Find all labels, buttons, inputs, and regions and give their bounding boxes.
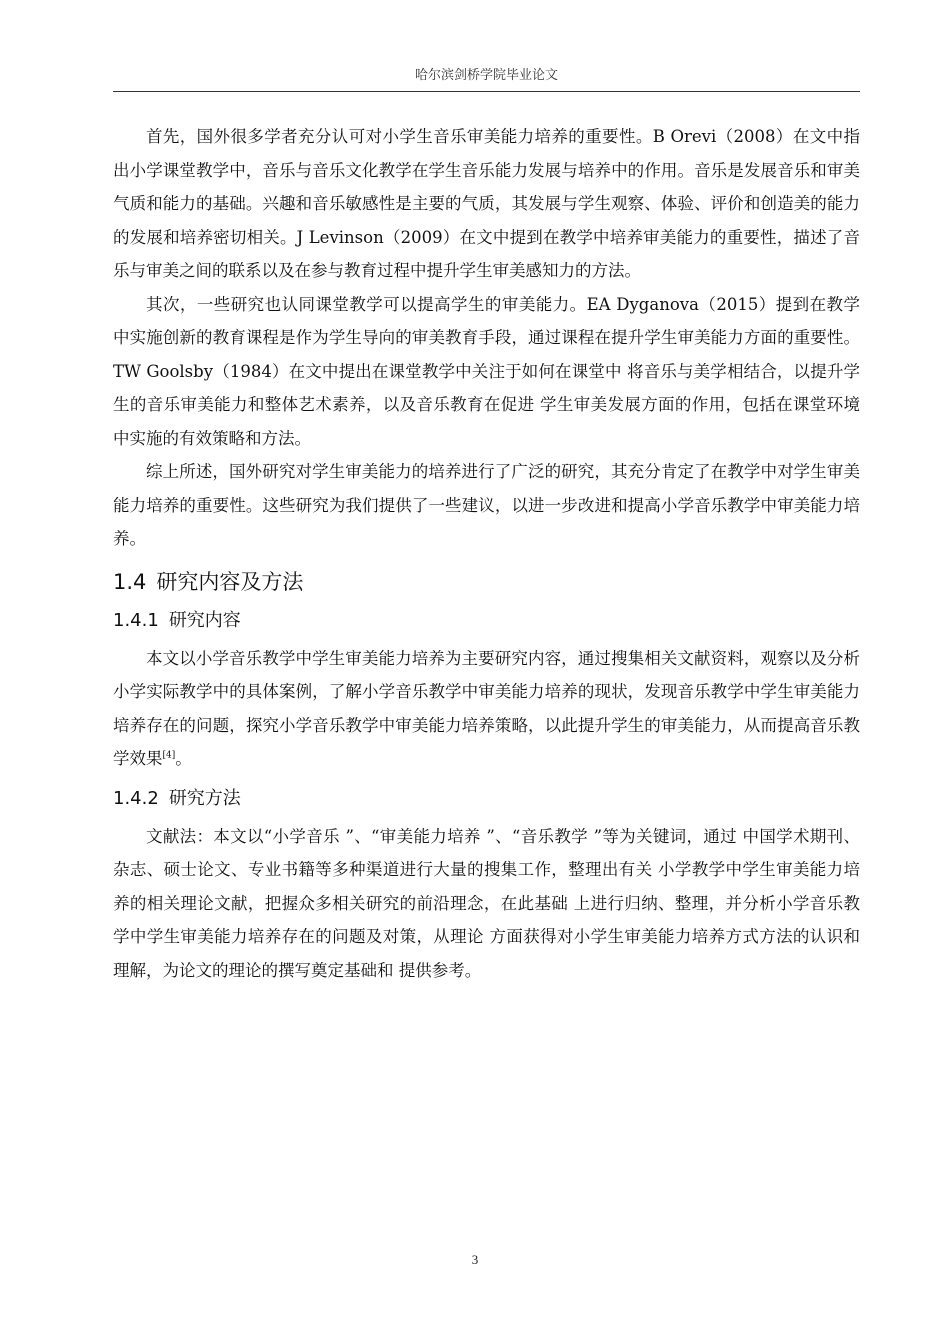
paragraph-classroom-teaching: 其次，一些研究也认同课堂教学可以提高学生的审美能力。EA Dyganova（2015）提到在教学中实施创新的教育课程是作为学生导向的审美教育手段，通过课程在提升学生审美能力方面的重要性。TW Goolsby（1984）在文中提出在课堂教学中关注于如何在课堂中 将音乐与美学相结合，以提升学生的音乐审美能力和整体艺术素养，以及音乐教育在促进 学生审美发展方面的作用，包括在课堂环境中实施的有效策略和方法。	[113, 294, 860, 448]
subsection-heading-1-4-1	[113, 606, 860, 636]
subsection-heading-1-4-2	[113, 784, 860, 814]
paragraph-text: 本文以小学音乐教学中学生审美能力培养为主要研究内容，通过搜集相关文献资料，观察以及分析小学实际教学中的具体案例，了解小学音乐教学中审美能力培养的现状，发现音乐教学中学生审美能力培养存在的问题，探究小学音乐教学中审美能力培养策略，以此提升学生的审美能力，从而提高音乐教学效果	[113, 648, 860, 768]
paragraph-summary: 综上所述，国外研究对学生审美能力的培养进行了广泛的研究，其充分肯定了在教学中对学生审美能力培养的重要性。这些研究为我们提供了一些建议，以进一步改进和提高小学音乐教学中审美能力培养。	[113, 462, 860, 548]
subsection-number: 1.4.2	[113, 787, 159, 809]
running-header: 哈尔滨剑桥学院毕业论文	[113, 64, 860, 92]
section-number: 1.4	[113, 569, 147, 594]
paragraph-foreign-scholars: 首先，国外很多学者充分认可对小学生音乐审美能力培养的重要性。B Orevi（2008）在文中指出小学课堂教学中，音乐与音乐文化教学在学生音乐能力发展与培养中的作用。音乐是发展音乐和审美气质和能力的基础。兴趣和音乐敏感性是主要的气质，其发展与学生观察、体验、评价和创造美的能力的发展和培养密切相关。J Levinson（2009）在文中提到在教学中培养审美能力的重要性，描述了音乐与审美之间的联系以及在参与教育过程中提升学生审美感知力的方法。	[113, 127, 860, 280]
subsection-number: 1.4.1	[113, 609, 159, 631]
citation-reference[interactable]: [4]	[162, 750, 176, 761]
section-heading-1-4	[113, 566, 860, 598]
paragraph-research-method: 文献法：本文以“小学音乐 ”、“审美能力培养 ”、“音乐教学 ”等为关键词，通过 中国学术期刊、杂志、硕士论文、专业书籍等多种渠道进行大量的搜集工作，整理出有关 小学教学中学生审美能力培养的相关理论文献，把握众多相关研究的前沿理念，在此基础 上进行归纳、整理，并分析小学音乐教学中学生审美能力培养存在的问题及对策，从理论 方面获得对小学生审美能力培养方式方法的认识和理解，为论文的理论的撰写奠定基础和 提供参考。	[113, 826, 860, 980]
paragraph-end: 。	[175, 749, 192, 768]
subsection-title: 研究内容	[168, 609, 241, 631]
document-body	[113, 120, 860, 987]
subsection-title: 研究方法	[168, 787, 241, 809]
page-number: 3	[471, 1252, 479, 1267]
section-title: 研究内容及方法	[156, 569, 304, 594]
paragraph-research-content	[113, 642, 860, 776]
